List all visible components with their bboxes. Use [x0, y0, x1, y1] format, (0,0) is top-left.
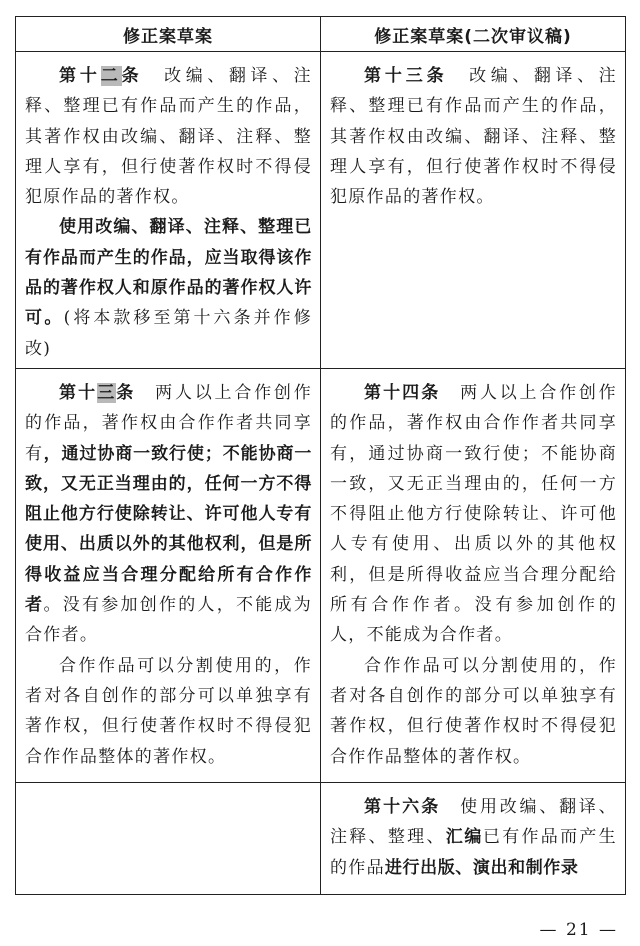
row1-right-cell — [321, 61, 625, 212]
header-right: 修正案草案(二次审议稿) — [374, 26, 572, 47]
article-number: 第十三条 — [364, 66, 448, 86]
row-divider-2 — [16, 782, 625, 783]
row1-left-para1: 第十二条 改编、翻译、注释、整理已有作品而产生的作品，其著作权由改编、翻译、注释、整理人享有，但行使著作权时不得侵犯原作品的著作权。 — [25, 66, 312, 208]
row2-left-cell — [16, 378, 320, 772]
highlighted-digit: 二 — [100, 66, 122, 86]
row1-right-para1: 第十三条 改编、翻译、注释、整理已有作品而产生的作品，其著作权由改编、翻译、注释、整理人享有，但行使著作权时不得侵犯原作品的著作权。 — [330, 66, 617, 208]
page-number: — 21 — — [539, 920, 618, 940]
row2-left-para1: 第十三条 两人以上合作创作的作品，著作权由合作作者共同享有，通过协商一致行使；不能协商一致，又无正当理由的，任何一方不得阻止他方行使除转让、许可他人专有使用、出质以外的其他权利，但是所得收益应当合理分配给所有合作作者。没有参加创作的人，不能成为合作者。 — [25, 383, 312, 646]
row3-right-para1: 第十六条 使用改编、翻译、注释、整理、汇编已有作品而产生的作品进行出版、演出和制作录 — [330, 797, 617, 878]
article-number: 第十三条 — [59, 383, 136, 403]
row2-right-cell — [321, 378, 625, 772]
row2-right-para1: 第十四条 两人以上合作创作的作品，著作权由合作作者共同享有，通过协商一致行使；不能协商一致，又无正当理由的，任何一方不得阻止他方行使除转让、许可他人专有使用、出质以外的其他权利，但是所得收益应当合理分配给所有合作作者。没有参加创作的人，不能成为合作者。 — [330, 383, 617, 646]
row1-left-cell — [16, 61, 320, 364]
article-number: 第十二条 — [59, 66, 143, 86]
highlighted-digit: 三 — [97, 383, 117, 403]
comparison-table — [15, 16, 626, 895]
row2-right-para2: 合作作品可以分割使用的，作者对各自创作的部分可以单独享有著作权，但行使著作权时不得侵犯合作作品整体的著作权。 — [330, 655, 617, 767]
row-divider-1 — [16, 368, 625, 369]
article-number: 第十六条 — [364, 797, 441, 817]
header-left: 修正案草案 — [123, 26, 213, 47]
header-divider — [16, 51, 625, 52]
row3-right-cell — [321, 792, 625, 883]
row2-left-para2: 合作作品可以分割使用的，作者对各自创作的部分可以单独享有著作权，但行使著作权时不得侵犯合作作品整体的著作权。 — [25, 655, 312, 767]
article-number: 第十四条 — [364, 383, 441, 403]
row1-left-para2: 使用改编、翻译、注释、整理已有作品而产生的作品，应当取得该作品的著作权人和原作品的著作权人许可。(将本款移至第十六条并作修改) — [25, 217, 312, 359]
